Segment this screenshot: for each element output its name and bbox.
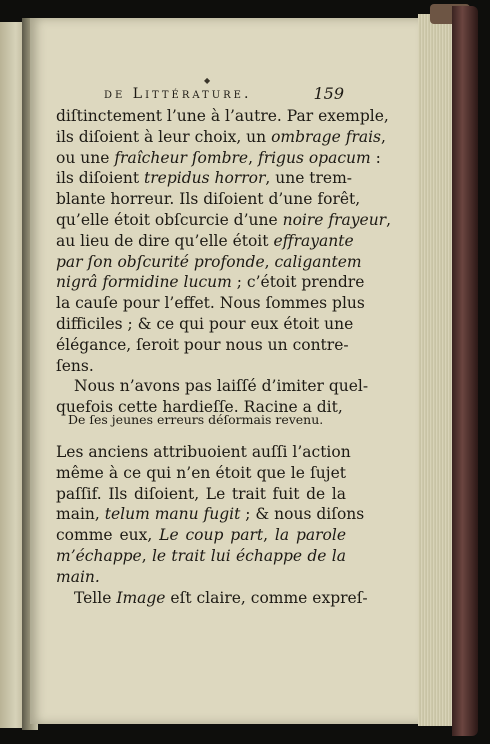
running-title: de Littérature. (104, 86, 252, 102)
italic-span: telum manu fugit (104, 505, 241, 524)
text-line (56, 210, 392, 230)
text-span: la cauſe pour l’effet. Nous ſommes plus (56, 294, 365, 313)
text-span: , (386, 211, 392, 229)
text-span: : (370, 148, 381, 167)
italic-span: main. (56, 567, 100, 586)
italic-span: Image (116, 588, 166, 607)
text-span: , (263, 526, 275, 545)
text-line (56, 293, 365, 313)
text-line (56, 314, 354, 334)
text-line (56, 127, 386, 147)
text-span: Nous n’avons pas laiſſé d’imiter quel- (74, 377, 369, 396)
text-line (56, 148, 381, 168)
text-span: eſt claire, comme expreſ- (165, 588, 368, 607)
text-span: comme eux, (56, 526, 160, 545)
text-span: main, (56, 505, 105, 524)
text-span: paſſif. Ils diſoient, Le trait fuit de la (56, 484, 346, 503)
text-span: ils diſoient à leur choix, un (56, 127, 272, 146)
text-span: ou une (56, 148, 115, 167)
text-line (56, 252, 362, 272)
text-line (56, 588, 368, 608)
text-line (56, 442, 351, 462)
text-line (56, 546, 346, 566)
text-span: qu’elle étoit obſcurcie d’une (56, 211, 283, 229)
text-span: , une trem- (265, 169, 353, 188)
text-span: , (141, 547, 152, 565)
italic-span: caligantem (274, 252, 362, 271)
text-span: , (248, 148, 258, 167)
text-line (56, 484, 346, 504)
italic-span: Le coup part (159, 526, 264, 545)
running-header (104, 86, 344, 106)
italic-span: frigus opacum (257, 148, 371, 167)
text-span: ; c’étoit prendre (231, 273, 365, 292)
text-line (56, 356, 346, 376)
text-span: quefois cette hardieſſe. Racine a dit, (56, 398, 343, 417)
text-span: ſens. (56, 356, 94, 375)
text-line (56, 463, 346, 483)
text-line (56, 231, 354, 251)
italic-span: par ſon obſcurité profonde (56, 252, 265, 271)
text-line (56, 189, 361, 209)
italic-span: nigrâ formidine lucum (56, 273, 232, 292)
text-span: diſtinctement l’une à l’autre. Par exemple, (56, 107, 389, 125)
text-span: , (264, 252, 275, 271)
text-span: Telle (74, 588, 117, 607)
text-span: ; & nous diſons (240, 505, 365, 524)
header-ornament: ◆ (204, 76, 211, 85)
text-line (56, 376, 369, 396)
italic-span: m’échappe (56, 547, 142, 565)
text-line (56, 567, 346, 587)
text-span: ils diſoient (56, 169, 145, 188)
book-cover (452, 6, 478, 736)
text-line (56, 525, 346, 545)
text-line (56, 504, 365, 524)
italic-span: noire frayeur (282, 211, 387, 229)
italic-span: le trait lui échappe de la (151, 547, 346, 565)
text-span: , (381, 127, 386, 146)
italic-span: effrayante (273, 231, 354, 250)
text-span: Les anciens attribuoient auſſi l’action (56, 443, 351, 461)
italic-span: la parole (274, 526, 346, 545)
text-span: même à ce qui n’en étoit que le ſujet (56, 463, 346, 482)
text-span: blante horreur. Ils diſoient d’une forêt, (56, 190, 361, 209)
text-line (56, 168, 353, 188)
text-line (56, 106, 389, 126)
italic-span: trepidus horror (144, 169, 266, 188)
italic-span: ombrage frais (271, 127, 382, 146)
quoted-verse: De ſes jeunes erreurs déſormais revenu. (68, 412, 324, 427)
text-span: au lieu de dire qu’elle étoit (56, 231, 274, 250)
text-line (56, 272, 365, 292)
italic-span: fraîcheur ſombre (114, 148, 249, 167)
text-span: élégance, ſeroit pour nous un contre- (56, 335, 349, 354)
page-number: 159 (313, 84, 344, 103)
text-line (56, 335, 349, 355)
text-span: difficiles ; & ce qui pour eux étoit une (56, 315, 354, 333)
